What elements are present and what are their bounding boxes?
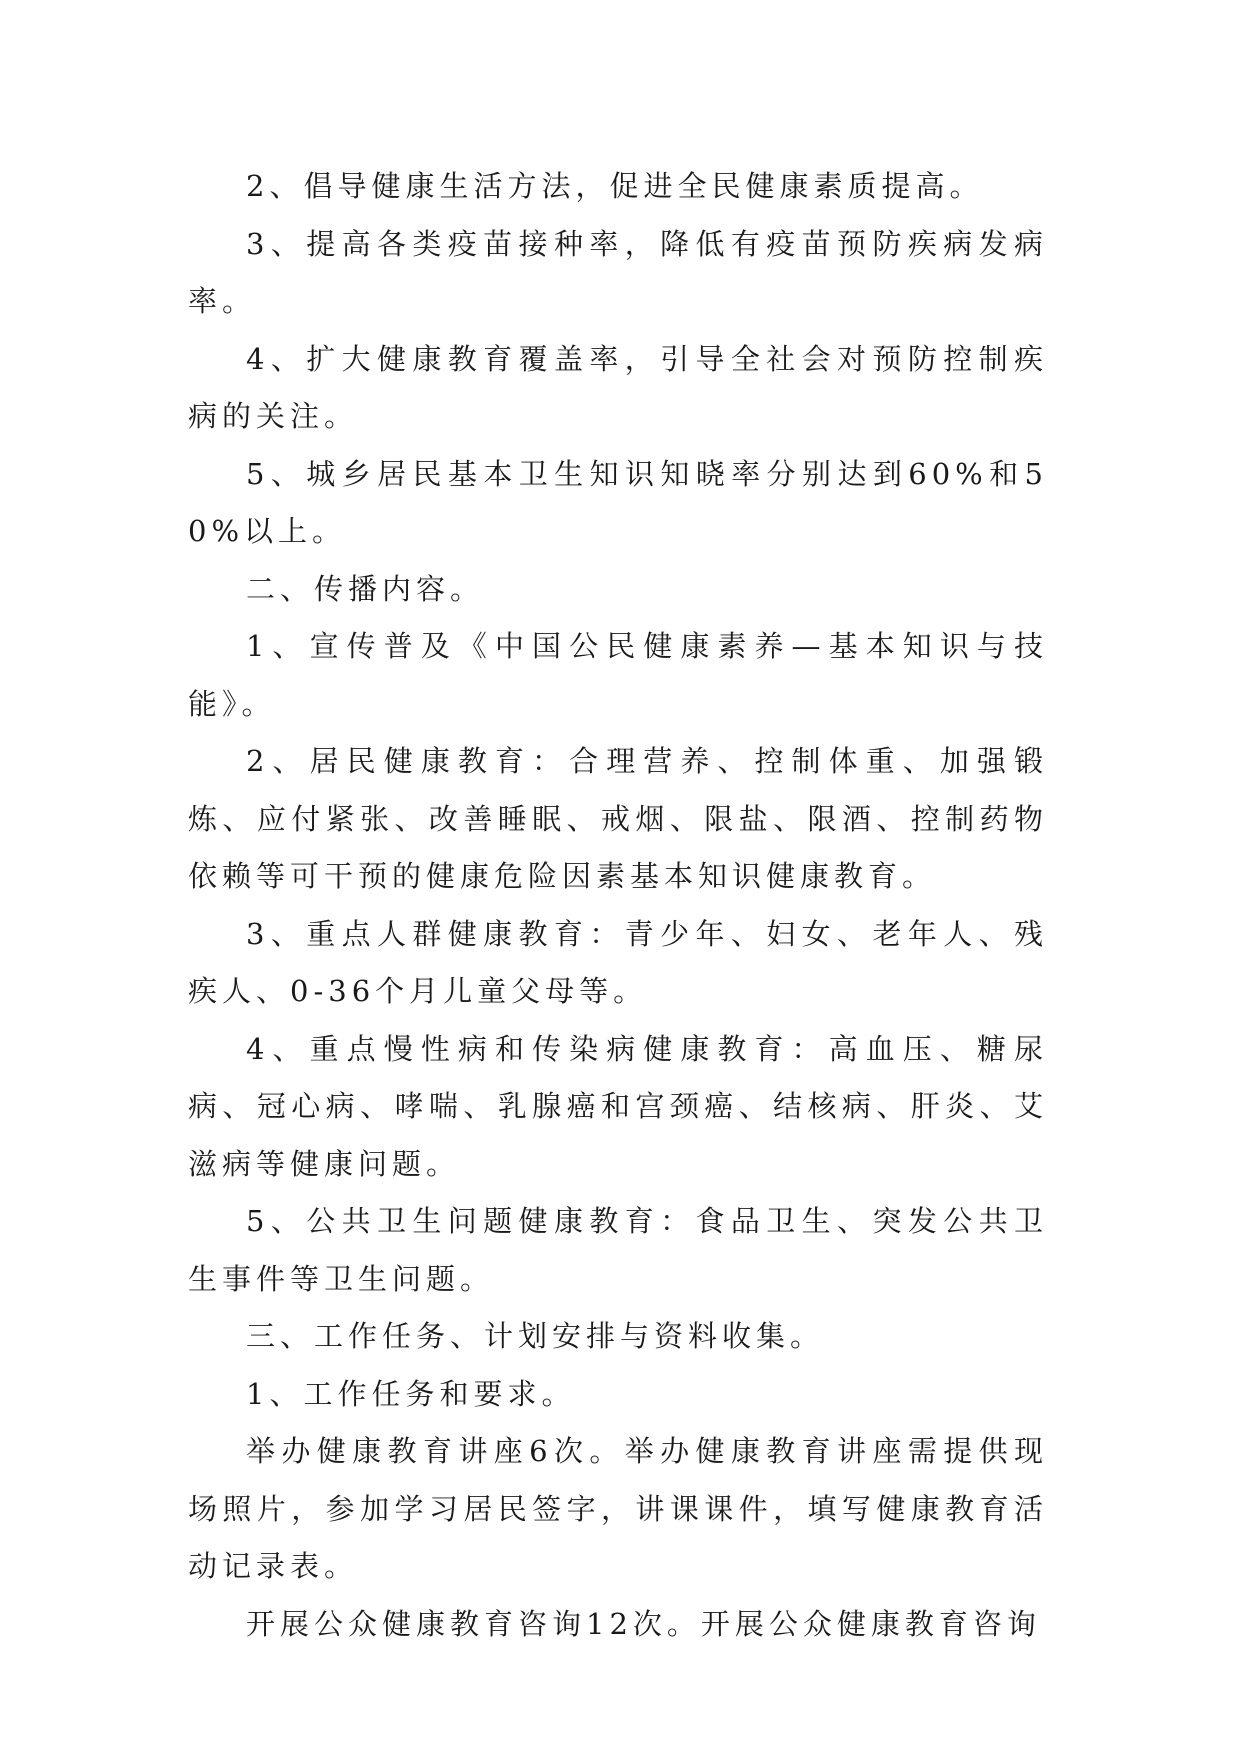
- section-heading-tasks: 三、工作任务、计划安排与资料收集。: [246, 1319, 825, 1353]
- paragraph-tasks-1: 1、工作任务和要求。: [246, 1376, 576, 1411]
- section-heading-content: 二、传播内容。: [246, 571, 485, 606]
- paragraph-goal-4: 4、扩大健康教育覆盖率，引导全社会对预防控制疾病的关注。: [188, 341, 1048, 433]
- paragraph-lectures: 举办健康教育讲座6次。举办健康教育讲座需提供现场照片，参加学习居民签字，讲课课件，填写健康教育活动记录表。: [188, 1434, 1048, 1583]
- document-body: [188, 158, 1048, 1653]
- paragraph-goal-2: 2、倡导健康生活方法，促进全民健康素质提高。: [246, 169, 984, 203]
- paragraph-goal-3: 3、提高各类疫苗接种率，降低有疫苗预防疾病发病率。: [188, 226, 1048, 318]
- paragraph-content-4: 4、重点慢性病和传染病健康教育：高血压、糖尿病、冠心病、哮喘、乳腺癌和宫颈癌、结核病、肝炎、艾滋病等健康问题。: [188, 1031, 1048, 1181]
- paragraph-consultation: 开展公众健康教育咨询12次。开展公众健康教育咨询: [246, 1606, 1041, 1641]
- paragraph-content-3: 3、重点人群健康教育：青少年、妇女、老年人、残疾人、0-36个月儿童父母等。: [188, 916, 1048, 1008]
- paragraph-content-5: 5、公共卫生问题健康教育：食品卫生、突发公共卫生事件等卫生问题。: [188, 1204, 1048, 1296]
- paragraph-goal-5: 5、城乡居民基本卫生知识知晓率分别达到60%和50%以上。: [188, 456, 1048, 548]
- paragraph-content-2: 2、居民健康教育：合理营养、控制体重、加强锻炼、应付紧张、改善睡眠、戒烟、限盐、限酒、控制药物依赖等可干预的健康危险因素基本知识健康教育。: [188, 744, 1048, 893]
- paragraph-content-1: 1、宣传普及《中国公民健康素养—基本知识与技能》。: [188, 629, 1048, 721]
